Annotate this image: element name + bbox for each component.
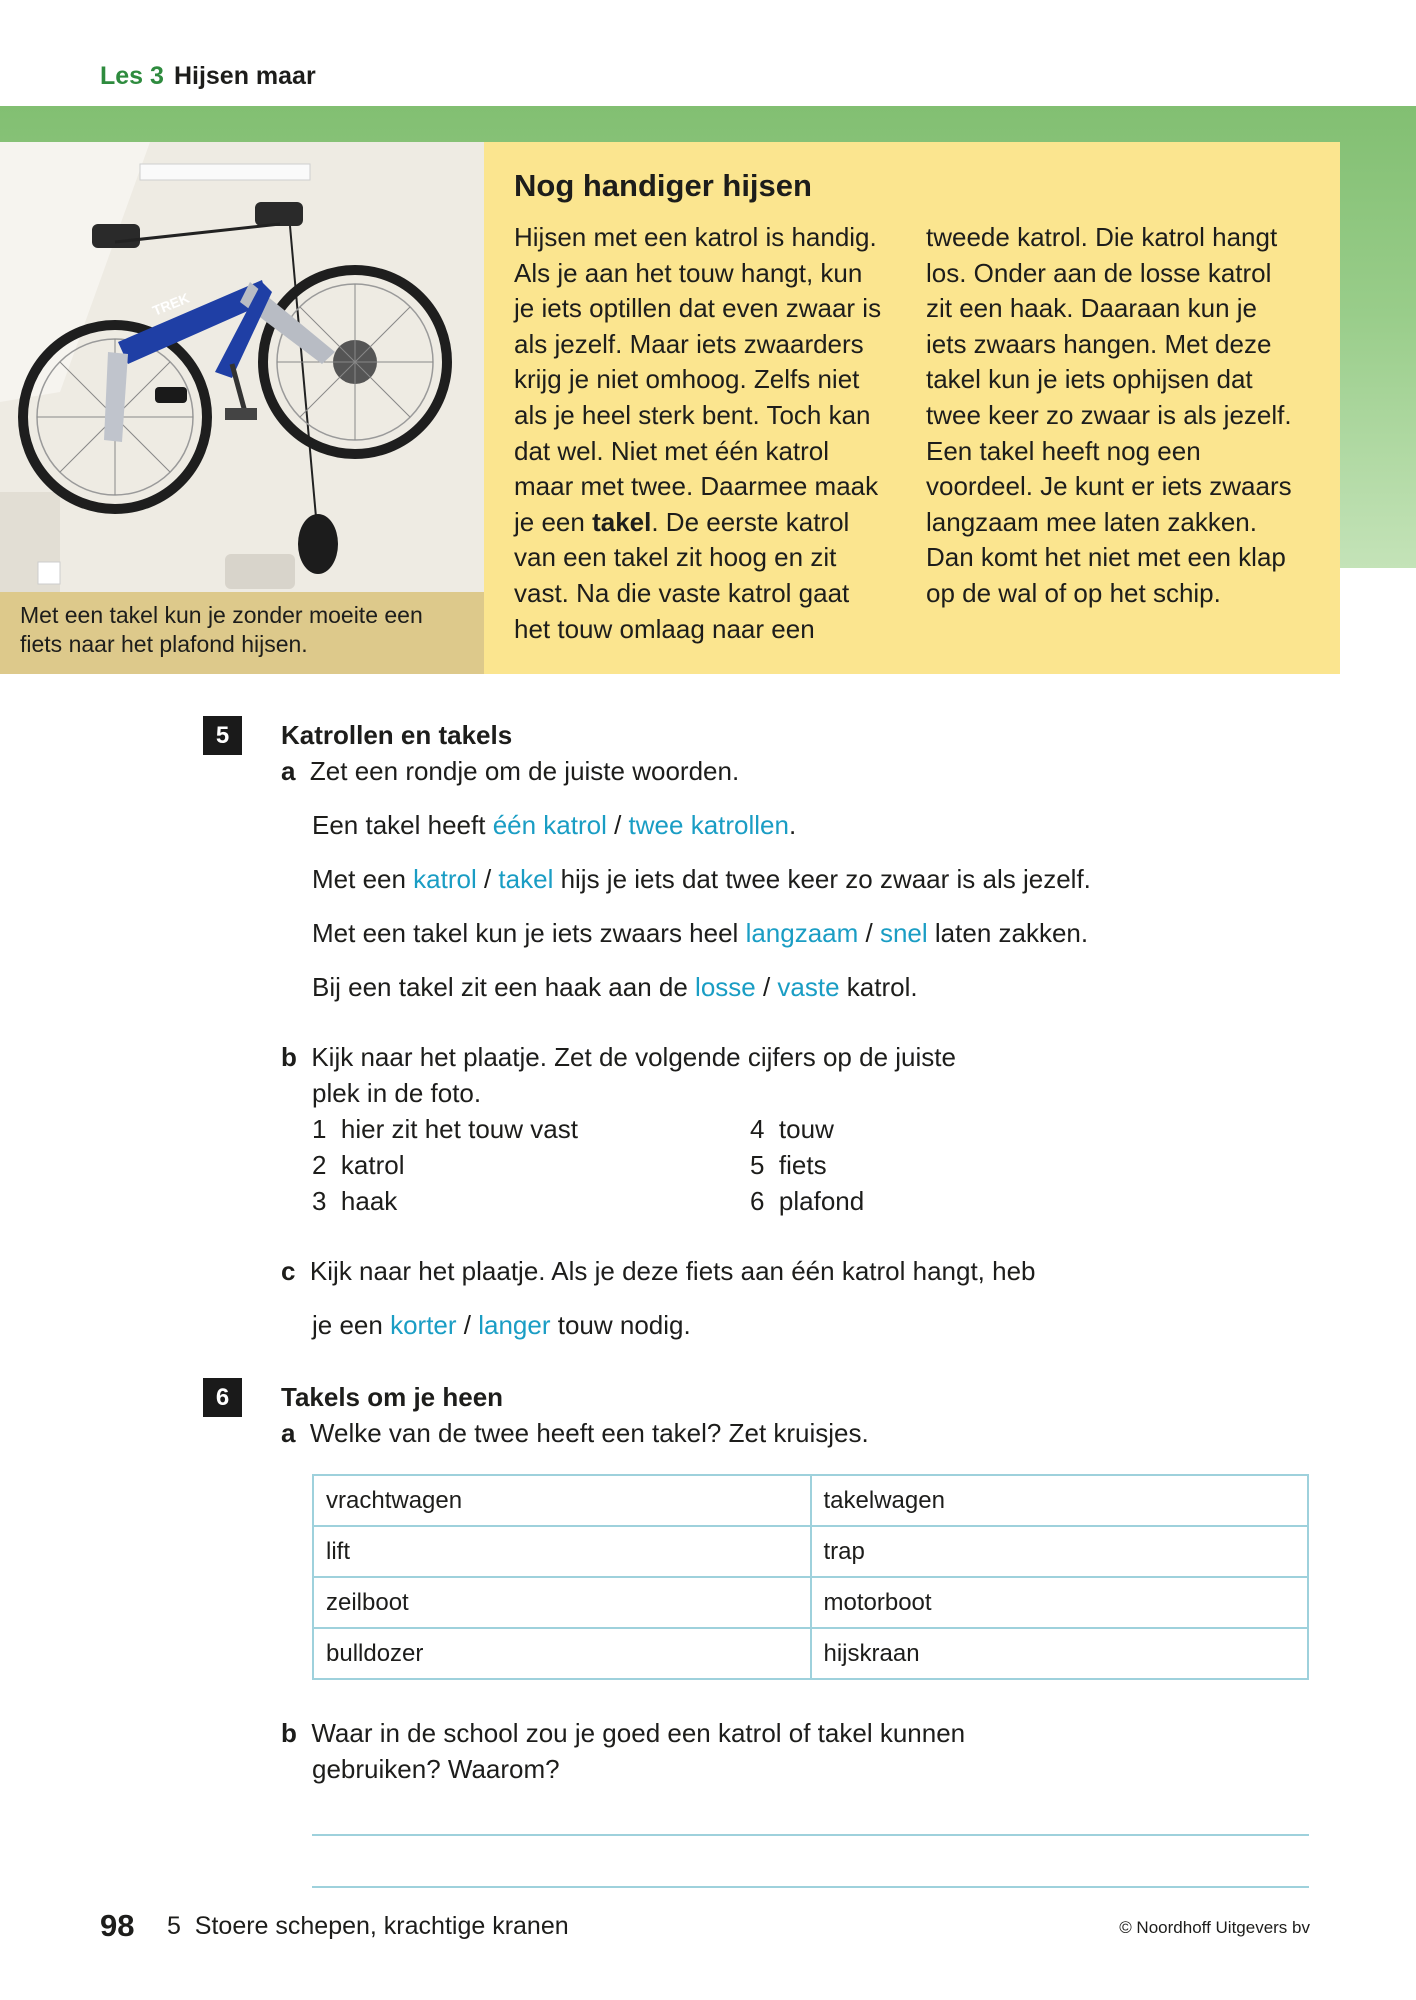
exercise-5a-instruction [281, 754, 739, 788]
choice-separator: / [755, 972, 778, 1002]
text-line: het touw omlaag naar een [514, 613, 815, 644]
text-line: je iets optillen dat even zwaar is [514, 293, 882, 324]
list-item [312, 1148, 405, 1182]
vehicle-choice-table [312, 1474, 1309, 1680]
text-segment: Met een [312, 864, 414, 894]
text-line: langzaam mee laten zakken. [926, 506, 1257, 537]
photo-caption: Met een takel kun je zonder moeite een fiets naar het plafond hijsen. [0, 592, 484, 674]
instruction-text: Welke van de twee heeft een takel? Zet kruisjes. [309, 1418, 869, 1448]
choice-sentence [312, 916, 1088, 950]
list-number: 1 [312, 1114, 327, 1144]
text-line: als je heel sterk bent. Toch kan [514, 399, 871, 430]
exercise-number-badge: 6 [203, 1378, 242, 1417]
svg-text:TREK: TREK [150, 289, 192, 319]
list-number: 2 [312, 1150, 327, 1180]
page-number: 98 [100, 1908, 135, 1943]
list-item [750, 1148, 827, 1182]
bold-term: takel [592, 506, 652, 537]
text-line: iets zwaars hangen. Met deze [926, 328, 1272, 359]
exercise-title: Takels om je heen [281, 1382, 504, 1412]
table-row [313, 1475, 1308, 1526]
choice-option[interactable]: katrol [413, 864, 477, 894]
list-text: katrol [340, 1150, 405, 1180]
choice-separator: / [606, 810, 629, 840]
choice-sentence [312, 862, 1091, 896]
text-segment: . [788, 810, 797, 840]
instruction-text: Kijk naar het plaatje. Als je deze fiets aan één katrol hangt, heb [309, 1256, 1036, 1286]
choice-separator: / [858, 918, 880, 948]
text-line: voordeel. Je kunt er iets zwaars [926, 471, 1292, 502]
text-line: los. Onder aan de losse katrol [926, 257, 1272, 288]
list-number: 6 [750, 1186, 765, 1216]
lesson-heading [100, 62, 316, 91]
list-number: 5 [750, 1150, 765, 1180]
copyright-notice: © Noordhoff Uitgevers bv [1119, 1918, 1310, 1937]
choice-separator: / [476, 864, 499, 894]
text-segment: touw nodig. [550, 1310, 691, 1340]
choice-option[interactable]: takel [498, 864, 554, 894]
text-segment: Met een takel kun je iets zwaars heel [312, 918, 746, 948]
text-line: als jezelf. Maar iets zwaarders [514, 328, 864, 359]
exercise-number-badge: 5 [203, 716, 242, 755]
table-cell[interactable]: hijskraan [811, 1628, 1309, 1679]
instruction-text: gebruiken? Waarom? [312, 1754, 560, 1784]
text-line: vast. Na die vaste katrol gaat [514, 577, 850, 608]
list-number: 4 [750, 1114, 765, 1144]
text-line: Hijsen met een katrol is handig. [514, 222, 877, 252]
chapter-title: 5 Stoere schepen, krachtige kranen [167, 1912, 569, 1940]
table-row [313, 1577, 1308, 1628]
exercise-5c-instruction [281, 1254, 1036, 1288]
item-label: b [281, 1042, 297, 1072]
list-text: hier zit het touw vast [340, 1114, 578, 1144]
text-line [514, 505, 909, 541]
table-cell[interactable]: trap [811, 1526, 1309, 1577]
exercise-6b-instruction [281, 1716, 965, 1750]
choice-option[interactable]: één katrol [492, 810, 607, 840]
text-segment: Bij een takel zit een haak aan de [312, 972, 696, 1002]
list-text: touw [778, 1114, 834, 1144]
choice-sentence [312, 970, 918, 1004]
text-line: twee keer zo zwaar is als jezelf. [926, 399, 1292, 430]
table-cell[interactable]: bulldozer [313, 1628, 811, 1679]
item-label: a [281, 756, 296, 786]
text-line: Als je aan het touw hangt, kun [514, 257, 863, 288]
text-line: op de wal of op het schip. [926, 577, 1221, 608]
text-line: krijg je niet omhoog. Zelfs niet [514, 364, 860, 395]
list-item [750, 1112, 834, 1146]
list-number: 3 [312, 1186, 327, 1216]
choice-option[interactable]: twee katrollen [628, 810, 789, 840]
text-line: Dan komt het niet met een klap [926, 542, 1286, 573]
info-column-right [926, 220, 1326, 612]
table-cell[interactable]: lift [313, 1526, 811, 1577]
lesson-number: Les 3 [100, 62, 164, 90]
choice-option[interactable]: langzaam [745, 918, 859, 948]
text-line: Een takel heeft nog een [926, 435, 1201, 466]
table-cell[interactable]: vrachtwagen [313, 1475, 811, 1526]
info-column-left [514, 220, 909, 647]
choice-option[interactable]: snel [879, 918, 928, 948]
exercise-5b-instruction [281, 1040, 956, 1074]
answer-line[interactable] [312, 1834, 1309, 1836]
list-item [312, 1184, 397, 1218]
choice-option[interactable]: korter [390, 1310, 457, 1340]
item-label: a [281, 1418, 296, 1448]
exercise-title: Katrollen en takels [281, 720, 513, 750]
choice-sentence [312, 1308, 691, 1342]
text-line: tweede katrol. Die katrol hangt [926, 222, 1278, 252]
item-label: c [281, 1256, 296, 1286]
table-cell[interactable]: zeilboot [313, 1577, 811, 1628]
info-box-title: Nog handiger hijsen [514, 168, 812, 203]
text-segment: katrol. [839, 972, 918, 1002]
choice-option[interactable]: vaste [777, 972, 840, 1002]
table-cell[interactable]: motorboot [811, 1577, 1309, 1628]
instruction-text: plek in de foto. [312, 1078, 482, 1108]
list-text: plafond [778, 1186, 865, 1216]
choice-sentence [312, 808, 796, 842]
item-label: b [281, 1718, 297, 1748]
lesson-title: Hijsen maar [173, 62, 316, 90]
text-segment: laten zakken. [927, 918, 1089, 948]
list-text: haak [340, 1186, 398, 1216]
text-segment: hijs je iets dat twee keer zo zwaar is als jezelf. [553, 864, 1091, 894]
instruction-text: Zet een rondje om de juiste woorden. [309, 756, 740, 786]
table-cell[interactable]: takelwagen [811, 1475, 1309, 1526]
list-item [750, 1184, 864, 1218]
text-line: van een takel zit hoog en zit [514, 542, 837, 573]
text-segment: . De eerste katrol [651, 506, 850, 537]
text-line: zit een haak. Daaraan kun je [926, 293, 1257, 324]
answer-line[interactable] [312, 1886, 1309, 1888]
instruction-text: Kijk naar het plaatje. Zet de volgende cijfers op de juiste [311, 1042, 956, 1072]
choice-option[interactable]: langer [478, 1310, 551, 1340]
table-row [313, 1628, 1308, 1679]
choice-separator: / [456, 1310, 479, 1340]
text-segment: Een takel heeft [312, 810, 493, 840]
text-line: maar met twee. Daarmee maak [514, 471, 879, 502]
text-segment: je een [514, 506, 593, 537]
table-row [313, 1526, 1308, 1577]
text-line: dat wel. Niet met één katrol [514, 435, 830, 466]
exercise-6a-instruction [281, 1416, 869, 1450]
choice-option[interactable]: losse [695, 972, 756, 1002]
list-text: fiets [778, 1150, 827, 1180]
text-line: takel kun je iets ophijsen dat [926, 364, 1253, 395]
instruction-text: Waar in de school zou je goed een katrol of takel kunnen [311, 1718, 966, 1748]
list-item [312, 1112, 578, 1146]
text-segment: je een [312, 1310, 391, 1340]
